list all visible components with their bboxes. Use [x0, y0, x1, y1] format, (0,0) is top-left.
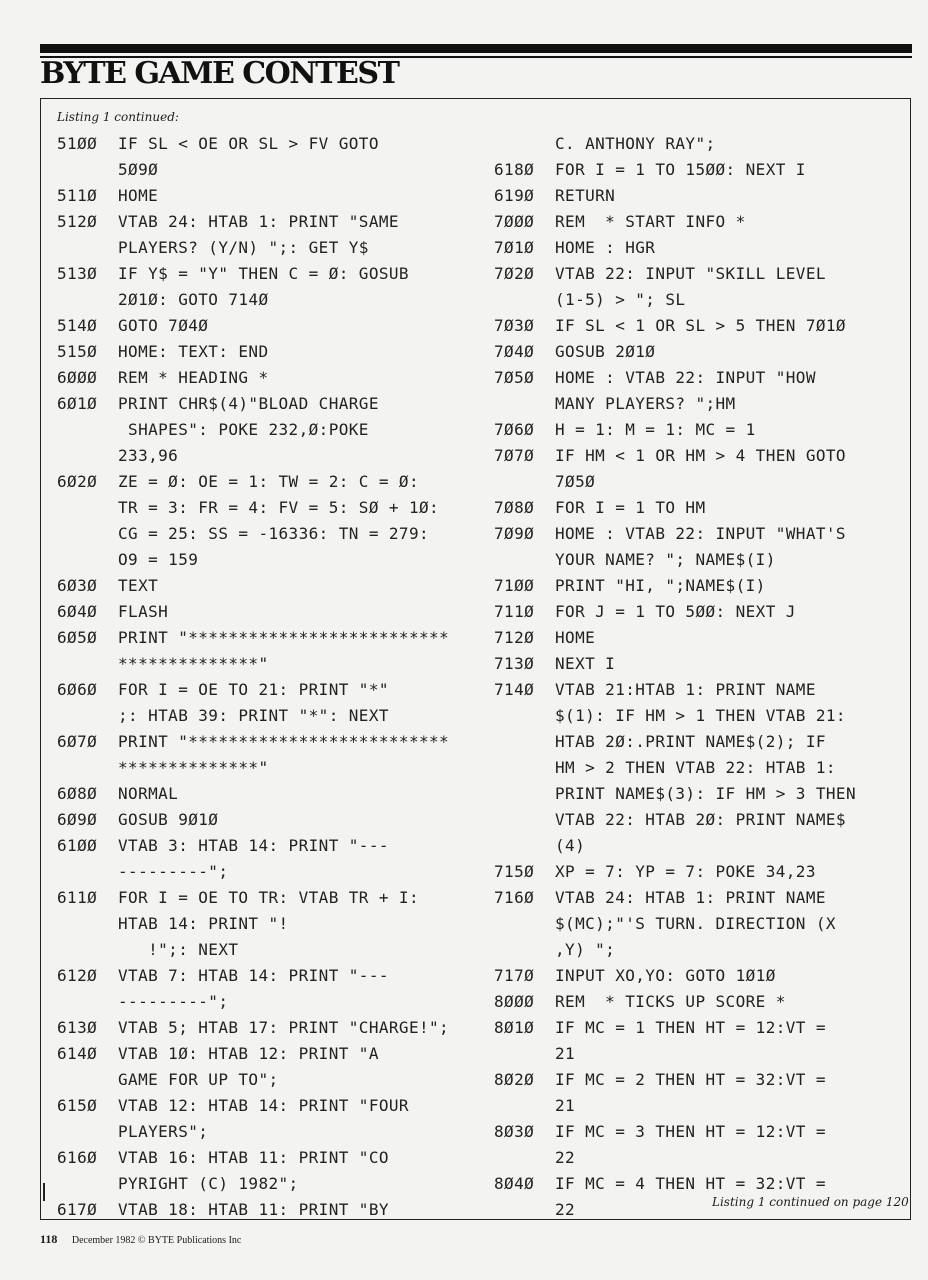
code-line	[57, 547, 477, 573]
line-number: 714Ø	[494, 680, 535, 699]
code-line	[494, 625, 894, 651]
line-number: 716Ø	[494, 888, 535, 907]
code-line	[494, 755, 894, 781]
line-code: GAME FOR UP TO";	[118, 1070, 279, 1089]
line-number: 6Ø6Ø	[57, 680, 98, 699]
line-code: (4)	[555, 836, 586, 855]
code-line	[494, 365, 894, 391]
line-code: VTAB 5; HTAB 17: PRINT "CHARGE!";	[118, 1018, 450, 1037]
line-code: REM * TICKS UP SCORE *	[555, 992, 786, 1011]
line-code: GOSUB 2Ø1Ø	[555, 342, 656, 361]
code-line	[494, 1015, 894, 1041]
line-code: VTAB 18: HTAB 11: PRINT "BY	[118, 1200, 389, 1219]
code-line	[57, 521, 477, 547]
line-code: FOR J = 1 TO 5ØØ: NEXT J	[555, 602, 796, 621]
listing-label: Listing 1 continued:	[57, 110, 179, 124]
code-line	[494, 599, 894, 625]
line-code: HOME: TEXT: END	[118, 342, 269, 361]
line-code: HTAB 14: PRINT "!	[118, 914, 289, 933]
code-line	[57, 1015, 477, 1041]
code-line	[57, 235, 477, 261]
code-line	[494, 131, 894, 157]
code-line	[494, 391, 894, 417]
line-number: 616Ø	[57, 1148, 98, 1167]
code-line	[494, 547, 894, 573]
line-code: INPUT XO,YO: GOTO 1Ø1Ø	[555, 966, 776, 985]
line-number: 7ØØØ	[494, 212, 535, 231]
line-code: $(1): IF HM > 1 THEN VTAB 21:	[555, 706, 846, 725]
continued-note: Listing 1 continued on page 120	[712, 1195, 909, 1209]
code-line	[57, 625, 477, 651]
code-line	[57, 651, 477, 677]
line-number: 7Ø8Ø	[494, 498, 535, 517]
line-number: 617Ø	[57, 1200, 98, 1219]
code-line	[57, 365, 477, 391]
line-code: O9 = 159	[118, 550, 199, 569]
line-number: 615Ø	[57, 1096, 98, 1115]
line-number: 515Ø	[57, 342, 98, 361]
line-number: 717Ø	[494, 966, 535, 985]
code-line	[57, 183, 477, 209]
line-number: 6Ø9Ø	[57, 810, 98, 829]
code-line	[494, 1067, 894, 1093]
line-code: TR = 3: FR = 4: FV = 5: SØ + 1Ø:	[118, 498, 440, 517]
line-code: $(MC);"'S TURN. DIRECTION (X	[555, 914, 836, 933]
line-number: 7Ø9Ø	[494, 524, 535, 543]
line-code: REM * START INFO *	[555, 212, 746, 231]
line-number: 6Ø1Ø	[57, 394, 98, 413]
code-line	[494, 703, 894, 729]
line-number: 715Ø	[494, 862, 535, 881]
line-code: PLAYERS? (Y/N) ";: GET Y$	[118, 238, 369, 257]
line-code: IF HM < 1 OR HM > 4 THEN GOTO	[555, 446, 846, 465]
code-line	[57, 495, 477, 521]
code-line	[494, 339, 894, 365]
code-line	[57, 131, 477, 157]
code-line	[57, 157, 477, 183]
code-line	[494, 677, 894, 703]
code-line	[494, 1093, 894, 1119]
line-code: VTAB 12: HTAB 14: PRINT "FOUR	[118, 1096, 409, 1115]
line-number: 8ØØØ	[494, 992, 535, 1011]
line-code: IF MC = 2 THEN HT = 32:VT =	[555, 1070, 826, 1089]
line-code: GOTO 7Ø4Ø	[118, 316, 209, 335]
margin-tick	[43, 1183, 45, 1201]
line-number: 7Ø6Ø	[494, 420, 535, 439]
code-line	[57, 963, 477, 989]
code-line	[494, 573, 894, 599]
line-code: VTAB 22: HTAB 2Ø: PRINT NAME$	[555, 810, 846, 829]
line-code: 2Ø1Ø: GOTO 714Ø	[118, 290, 269, 309]
code-line	[57, 1067, 477, 1093]
line-code: VTAB 22: INPUT "SKILL LEVEL	[555, 264, 826, 283]
line-number: 613Ø	[57, 1018, 98, 1037]
code-line	[494, 989, 894, 1015]
line-code: FOR I = 1 TO 15ØØ: NEXT I	[555, 160, 806, 179]
line-code: VTAB 21:HTAB 1: PRINT NAME	[555, 680, 816, 699]
line-code: FLASH	[118, 602, 169, 621]
line-number: 8Ø1Ø	[494, 1018, 535, 1037]
page-number: 118	[40, 1232, 58, 1246]
line-number: 7Ø2Ø	[494, 264, 535, 283]
line-number: 6Ø2Ø	[57, 472, 98, 491]
line-code: PRINT CHR$(4)"BLOAD CHARGE	[118, 394, 379, 413]
code-line	[57, 313, 477, 339]
code-line	[494, 209, 894, 235]
line-code: GOSUB 9Ø1Ø	[118, 810, 219, 829]
code-line	[494, 313, 894, 339]
line-code: VTAB 7: HTAB 14: PRINT "---	[118, 966, 389, 985]
line-code: IF MC = 3 THEN HT = 12:VT =	[555, 1122, 826, 1141]
line-number: 7Ø5Ø	[494, 368, 535, 387]
line-code: REM * HEADING *	[118, 368, 269, 387]
code-line	[494, 261, 894, 287]
code-line	[494, 911, 894, 937]
code-line	[57, 1145, 477, 1171]
code-line	[494, 287, 894, 313]
footer-credit: December 1982 © BYTE Publications Inc	[71, 1235, 242, 1246]
line-code: PRINT NAME$(3): IF HM > 3 THEN	[555, 784, 856, 803]
line-code: ,Y) ";	[555, 940, 616, 959]
line-code: IF SL < 1 OR SL > 5 THEN 7Ø1Ø	[555, 316, 846, 335]
header-rule-thick	[40, 44, 912, 53]
line-code: IF MC = 4 THEN HT = 32:VT =	[555, 1174, 826, 1193]
line-number: 71ØØ	[494, 576, 535, 595]
code-line	[57, 703, 477, 729]
line-code: NORMAL	[118, 784, 179, 803]
code-line	[57, 1197, 477, 1223]
line-code: HOME : VTAB 22: INPUT "WHAT'S	[555, 524, 846, 543]
code-line	[57, 209, 477, 235]
code-line	[57, 339, 477, 365]
line-code: CG = 25: SS = -16336: TN = 279:	[118, 524, 430, 543]
line-code: H = 1: M = 1: MC = 1	[555, 420, 756, 439]
line-code: NEXT I	[555, 654, 616, 673]
code-line	[57, 417, 477, 443]
line-code: VTAB 16: HTAB 11: PRINT "CO	[118, 1148, 389, 1167]
line-code: !";: NEXT	[118, 940, 239, 959]
line-code: HOME	[555, 628, 596, 647]
code-line	[57, 599, 477, 625]
code-line	[57, 911, 477, 937]
code-line	[494, 235, 894, 261]
code-line	[494, 183, 894, 209]
code-line	[494, 937, 894, 963]
line-code: PYRIGHT (C) 1982";	[118, 1174, 299, 1193]
line-code: ;: HTAB 39: PRINT "*": NEXT	[118, 706, 389, 725]
line-code: XP = 7: YP = 7: POKE 34,23	[555, 862, 816, 881]
line-code: FOR I = 1 TO HM	[555, 498, 706, 517]
line-number: 6Ø3Ø	[57, 576, 98, 595]
code-line	[57, 755, 477, 781]
line-code: IF Y$ = "Y" THEN C = Ø: GOSUB	[118, 264, 409, 283]
line-code: (1-5) > "; SL	[555, 290, 686, 309]
code-line	[494, 781, 894, 807]
line-code: PRINT "HI, ";NAME$(I)	[555, 576, 766, 595]
code-line	[57, 469, 477, 495]
line-code: **************"	[118, 758, 269, 777]
code-column-right	[494, 131, 894, 1223]
line-number: 7Ø3Ø	[494, 316, 535, 335]
code-line	[57, 729, 477, 755]
line-code: **************"	[118, 654, 269, 673]
code-line	[57, 287, 477, 313]
code-line	[494, 1145, 894, 1171]
line-code: HM > 2 THEN VTAB 22: HTAB 1:	[555, 758, 836, 777]
line-number: 8Ø2Ø	[494, 1070, 535, 1089]
line-code: YOUR NAME? "; NAME$(I)	[555, 550, 776, 569]
code-line	[57, 937, 477, 963]
line-number: 512Ø	[57, 212, 98, 231]
code-line	[57, 391, 477, 417]
code-line	[57, 1093, 477, 1119]
line-code: 7Ø5Ø	[555, 472, 596, 491]
line-code: 233,96	[118, 446, 179, 465]
code-line	[57, 1041, 477, 1067]
line-number: 7Ø7Ø	[494, 446, 535, 465]
line-number: 614Ø	[57, 1044, 98, 1063]
line-number: 51ØØ	[57, 134, 98, 153]
line-number: 511Ø	[57, 186, 98, 205]
line-number: 7Ø4Ø	[494, 342, 535, 361]
line-code: HTAB 2Ø:.PRINT NAME$(2); IF	[555, 732, 826, 751]
line-code: 5Ø9Ø	[118, 160, 159, 179]
code-line	[494, 443, 894, 469]
line-code: RETURN	[555, 186, 616, 205]
code-line	[494, 495, 894, 521]
line-code: PLAYERS";	[118, 1122, 209, 1141]
code-line	[494, 885, 894, 911]
code-line	[57, 1119, 477, 1145]
code-line	[494, 807, 894, 833]
line-number: 713Ø	[494, 654, 535, 673]
line-number: 7Ø1Ø	[494, 238, 535, 257]
code-line	[494, 469, 894, 495]
line-number: 6Ø4Ø	[57, 602, 98, 621]
code-line	[57, 443, 477, 469]
line-code: VTAB 24: HTAB 1: PRINT NAME	[555, 888, 826, 907]
line-number: 612Ø	[57, 966, 98, 985]
code-line	[57, 573, 477, 599]
code-line	[494, 1119, 894, 1145]
code-column-left	[57, 131, 477, 1223]
code-line	[57, 677, 477, 703]
code-line	[494, 1041, 894, 1067]
line-number: 6ØØØ	[57, 368, 98, 387]
code-line	[57, 1171, 477, 1197]
line-code: C. ANTHONY RAY";	[555, 134, 716, 153]
line-code: IF SL < OE OR SL > FV GOTO	[118, 134, 379, 153]
line-number: 711Ø	[494, 602, 535, 621]
line-code: 22	[555, 1200, 576, 1219]
line-number: 6Ø7Ø	[57, 732, 98, 751]
line-number: 8Ø4Ø	[494, 1174, 535, 1193]
line-number: 61ØØ	[57, 836, 98, 855]
line-number: 8Ø3Ø	[494, 1122, 535, 1141]
line-code: MANY PLAYERS? ";HM	[555, 394, 736, 413]
line-number: 514Ø	[57, 316, 98, 335]
line-number: 618Ø	[494, 160, 535, 179]
line-code: HOME : HGR	[555, 238, 656, 257]
line-code: PRINT "**************************	[118, 628, 450, 647]
line-number: 619Ø	[494, 186, 535, 205]
page-footer	[40, 1232, 241, 1247]
code-line	[494, 729, 894, 755]
code-line	[57, 885, 477, 911]
line-code: TEXT	[118, 576, 159, 595]
line-code: 22	[555, 1148, 576, 1167]
line-code: HOME	[118, 186, 159, 205]
line-code: VTAB 1Ø: HTAB 12: PRINT "A	[118, 1044, 379, 1063]
code-line	[494, 521, 894, 547]
code-line	[57, 781, 477, 807]
code-line	[494, 157, 894, 183]
section-title: BYTE GAME CONTEST	[40, 56, 399, 91]
line-code: FOR I = OE TO 21: PRINT "*"	[118, 680, 389, 699]
code-line	[57, 261, 477, 287]
line-code: ---------";	[118, 992, 229, 1011]
line-code: VTAB 24: HTAB 1: PRINT "SAME	[118, 212, 399, 231]
code-line	[57, 989, 477, 1015]
line-code: ---------";	[118, 862, 229, 881]
code-line	[494, 651, 894, 677]
code-line	[494, 963, 894, 989]
line-number: 6Ø8Ø	[57, 784, 98, 803]
code-line	[57, 859, 477, 885]
line-code: 21	[555, 1096, 576, 1115]
code-line	[57, 807, 477, 833]
code-line	[494, 417, 894, 443]
line-code: IF MC = 1 THEN HT = 12:VT =	[555, 1018, 826, 1037]
line-number: 712Ø	[494, 628, 535, 647]
line-code: SHAPES": POKE 232,Ø:POKE	[118, 420, 369, 439]
line-code: VTAB 3: HTAB 14: PRINT "---	[118, 836, 389, 855]
line-code: FOR I = OE TO TR: VTAB TR + I:	[118, 888, 419, 907]
code-line	[494, 833, 894, 859]
code-line	[494, 859, 894, 885]
line-code: 21	[555, 1044, 576, 1063]
code-line	[57, 833, 477, 859]
line-number: 611Ø	[57, 888, 98, 907]
line-code: HOME : VTAB 22: INPUT "HOW	[555, 368, 816, 387]
line-number: 6Ø5Ø	[57, 628, 98, 647]
line-number: 513Ø	[57, 264, 98, 283]
line-code: PRINT "**************************	[118, 732, 450, 751]
code-line	[494, 1171, 894, 1197]
line-code: ZE = Ø: OE = 1: TW = 2: C = Ø:	[118, 472, 419, 491]
